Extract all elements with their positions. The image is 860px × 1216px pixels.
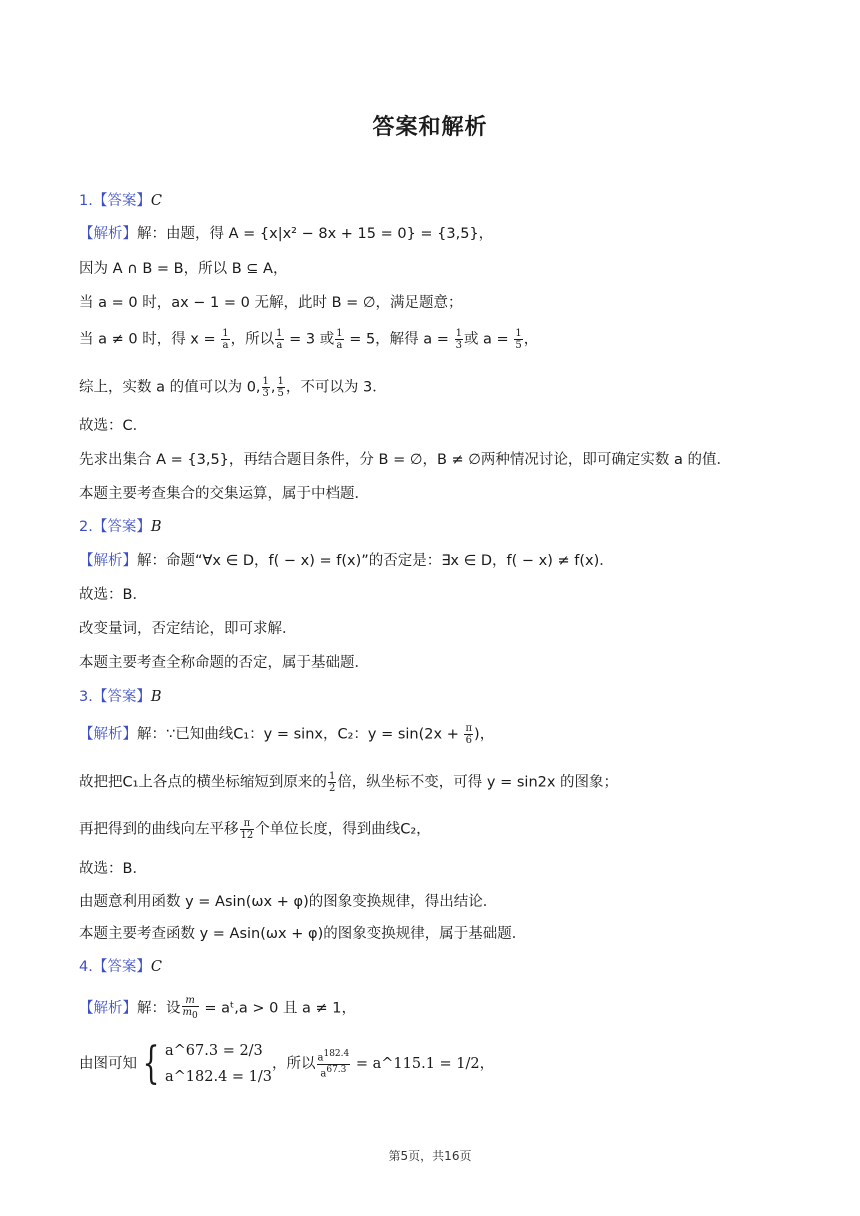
q1-text-5a: 综上，实数 a 的值可以为 0, [79, 379, 261, 396]
q2-analysis-tag: 【解析】 [79, 553, 137, 569]
q4-answer-heading: 4.【答案】 [79, 959, 151, 975]
q2-answer-value: B [150, 519, 162, 535]
q4-text-1b: = aᵗ,a > 0 且 a ≠ 1， [199, 1000, 357, 1017]
frac-1-over-a: $\frac{1}{a}$ [276, 328, 283, 351]
q3-text-2 [79, 771, 618, 794]
q2-text-1: 解：命题“∀x ∈ D，f( − x) = f(x)”的否定是：∃x ∈ D，f( − x) ≠ f(x)． [137, 553, 614, 569]
q1-text-4c: = 3 或 [284, 331, 335, 348]
q1-text-6: 故选：C． [79, 418, 148, 434]
q3-text-1b: )， [474, 726, 495, 743]
q3-text-3a: 再把得到的曲线向左平移 [79, 821, 239, 838]
q4-text-2 [79, 1038, 494, 1090]
q4-analysis-tag: 【解析】 [79, 1000, 137, 1017]
q4-text-2a: 由图可知 [79, 1056, 137, 1072]
frac-pi-over-6: $\frac{\pi}{6}$ [465, 723, 473, 746]
q3-answer-line [79, 687, 162, 707]
frac-1-over-3: $\frac{1}{3}$ [262, 376, 269, 399]
q1-answer-value: C [150, 193, 162, 209]
q1-text-4e: 或 a = [463, 331, 514, 348]
equation-1: a^67.3 = 2/3 [165, 1043, 263, 1059]
q1-answer-line [79, 191, 162, 211]
q3-text-1a: 解：∵已知曲线C₁：y = sinx，C₂：y = sin(2x + [137, 726, 464, 743]
frac-a1824-over-a673: $\frac{a^{182.4}}{a^{67.3}}$ [317, 1049, 350, 1079]
q4-text-1a: 解：设 [137, 1000, 181, 1017]
q4-text-2b: ，所以 [272, 1056, 316, 1072]
frac-1-over-a: $\frac{1}{a}$ [222, 328, 229, 351]
q3-text-3b: 个单位长度，得到曲线C₂， [255, 821, 431, 838]
q3-text-4: 故选：B． [79, 861, 147, 877]
q1-text-4a: 当 a ≠ 0 时，得 x = [79, 331, 221, 348]
q4-answer-value: C [150, 959, 162, 975]
q1-text-1: 解：由题，得 A = {x|x² − 8x + 15 = 0} = {3,5}， [137, 226, 494, 242]
q1-text-2: 因为 A ∩ B = B，所以 B ⊆ A， [79, 261, 288, 277]
q1-text-5b: ，不可以为 3． [285, 379, 387, 396]
q3-text-6: 本题主要考查函数 y = Asin(ωx + φ)的图象变换规律，属于基础题． [79, 926, 527, 942]
q2-analysis-line-1 [79, 551, 614, 571]
frac-1-over-2: $\frac{1}{2}$ [328, 771, 336, 794]
q3-answer-heading: 3.【答案】 [79, 689, 151, 705]
q2-text-3: 改变量词，否定结论，即可求解． [79, 621, 297, 637]
q3-analysis-tag: 【解析】 [79, 726, 137, 743]
frac-pi-over-12: $\frac{\pi}{12}$ [240, 818, 254, 841]
q1-text-4d: = 5，解得 a = [344, 331, 454, 348]
frac-1-over-3: $\frac{1}{3}$ [455, 328, 462, 351]
q1-analysis-line-1 [79, 224, 493, 244]
q4-analysis-line-1 [79, 995, 356, 1022]
q1-answer-heading: 1.【答案】 [79, 193, 151, 209]
equation-system [165, 1038, 272, 1090]
frac-m-over-m0: $\frac{m}{m_0}$ [182, 995, 198, 1021]
q1-text-8: 本题主要考查集合的交集运算，属于中档题． [79, 486, 369, 502]
left-brace-icon: { [142, 1038, 160, 1089]
q3-text-3 [79, 818, 431, 841]
q3-text-2b: 倍，纵坐标不变，可得 y = sin2x 的图象； [337, 774, 619, 791]
q1-text-4b: ，所以 [230, 331, 275, 348]
frac-1-over-a: $\frac{1}{a}$ [336, 328, 343, 351]
q1-text-4: 当 a ≠ 0 时，得 x = $\frac{1}{a}$ ，所以 $\frac{1}{a}$ = 3 或 $\frac{1}{a}$ = 5，解得 a = $\frac{1}{3}$ 或 a = $\frac{1}{5}$ ， [79, 328, 539, 351]
q4-answer-line [79, 957, 162, 977]
frac-1-over-5: $\frac{1}{5}$ [277, 376, 284, 399]
q2-answer-heading: 2.【答案】 [79, 519, 151, 535]
q1-analysis-tag: 【解析】 [79, 226, 137, 242]
q3-analysis-line-1 [79, 723, 494, 746]
q3-answer-value: B [150, 689, 162, 705]
q4-text-2c: = a^115.1 = 1/2， [351, 1056, 495, 1072]
page-footer: 第5页，共16页 [388, 1149, 472, 1163]
q3-text-5: 由题意利用函数 y = Asin(ωx + φ)的图象变换规律，得出结论． [79, 894, 498, 910]
page-title: 答案和解析 [372, 115, 488, 140]
equation-2: a^182.4 = 1/3 [165, 1069, 273, 1085]
q1-text-3: 当 a = 0 时，ax − 1 = 0 无解，此时 B = ∅，满足题意； [79, 295, 463, 311]
frac-1-over-5: $\frac{1}{5}$ [515, 328, 522, 351]
q2-text-4: 本题主要考查全称命题的否定，属于基础题． [79, 655, 369, 671]
q2-answer-line [79, 517, 162, 537]
q1-text-5: 综上，实数 a 的值可以为 0, $\frac{1}{3}$ , $\frac{1}{5}$ ，不可以为 3． [79, 376, 387, 399]
q2-text-2: 故选：B． [79, 587, 147, 603]
q3-text-2a: 故把把C₁上各点的横坐标缩短到原来的 [79, 774, 327, 791]
q1-text-7: 先求出集合 A = {3,5}，再结合题目条件，分 B = ∅，B ≠ ∅两种情况讨论，即可确定实数 a 的值． [79, 452, 732, 468]
